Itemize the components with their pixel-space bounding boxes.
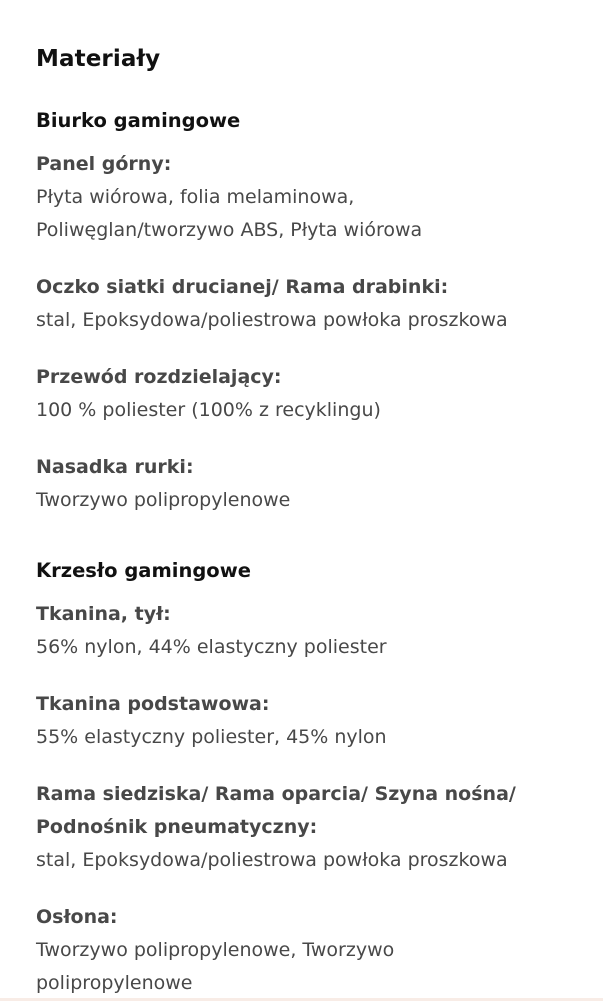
material-label: Oczko siatki drucianej/ Rama drabinki: <box>36 276 449 298</box>
material-value: 55% elastyczny poliester, 45% nylon <box>36 726 387 748</box>
section-heading: Biurko gamingowe <box>36 109 241 132</box>
material-item <box>36 778 596 877</box>
material-label: Osłona: <box>36 906 118 928</box>
material-value: stal, Epoksydowa/poliestrowa powłoka proszkowa <box>36 849 508 871</box>
material-value: 100 % poliester (100% z recyklingu) <box>36 399 381 421</box>
material-item <box>36 451 596 517</box>
material-item <box>36 361 596 427</box>
material-label: Tkanina podstawowa: <box>36 693 270 715</box>
material-value: 56% nylon, 44% elastyczny poliester <box>36 636 387 658</box>
material-item <box>36 271 596 337</box>
material-label: Przewód rozdzielający: <box>36 366 282 388</box>
material-item <box>36 598 596 664</box>
material-value: Tworzywo polipropylenowe <box>36 489 291 511</box>
page-title: Materiały <box>36 46 161 72</box>
material-item <box>36 901 596 1000</box>
material-value: Płyta wiórowa, folia melaminowa, Poliwęglan/tworzywo ABS, Płyta wiórowa <box>36 186 423 241</box>
section-gaming-desk <box>36 106 596 517</box>
material-label: Tkanina, tył: <box>36 603 171 625</box>
material-item <box>36 148 596 247</box>
material-item <box>36 688 596 754</box>
material-label: Panel górny: <box>36 153 172 175</box>
section-gaming-chair <box>36 556 596 1000</box>
material-label: Rama siedziska/ Rama oparcia/ Szyna nośna/ Podnośnik pneumatyczny: <box>36 783 516 838</box>
material-value: stal, Epoksydowa/poliestrowa powłoka proszkowa <box>36 309 508 331</box>
material-label: Nasadka rurki: <box>36 456 194 478</box>
material-value: Tworzywo polipropylenowe, Tworzywo polipropylenowe <box>36 939 395 994</box>
section-heading: Krzesło gamingowe <box>36 559 251 582</box>
